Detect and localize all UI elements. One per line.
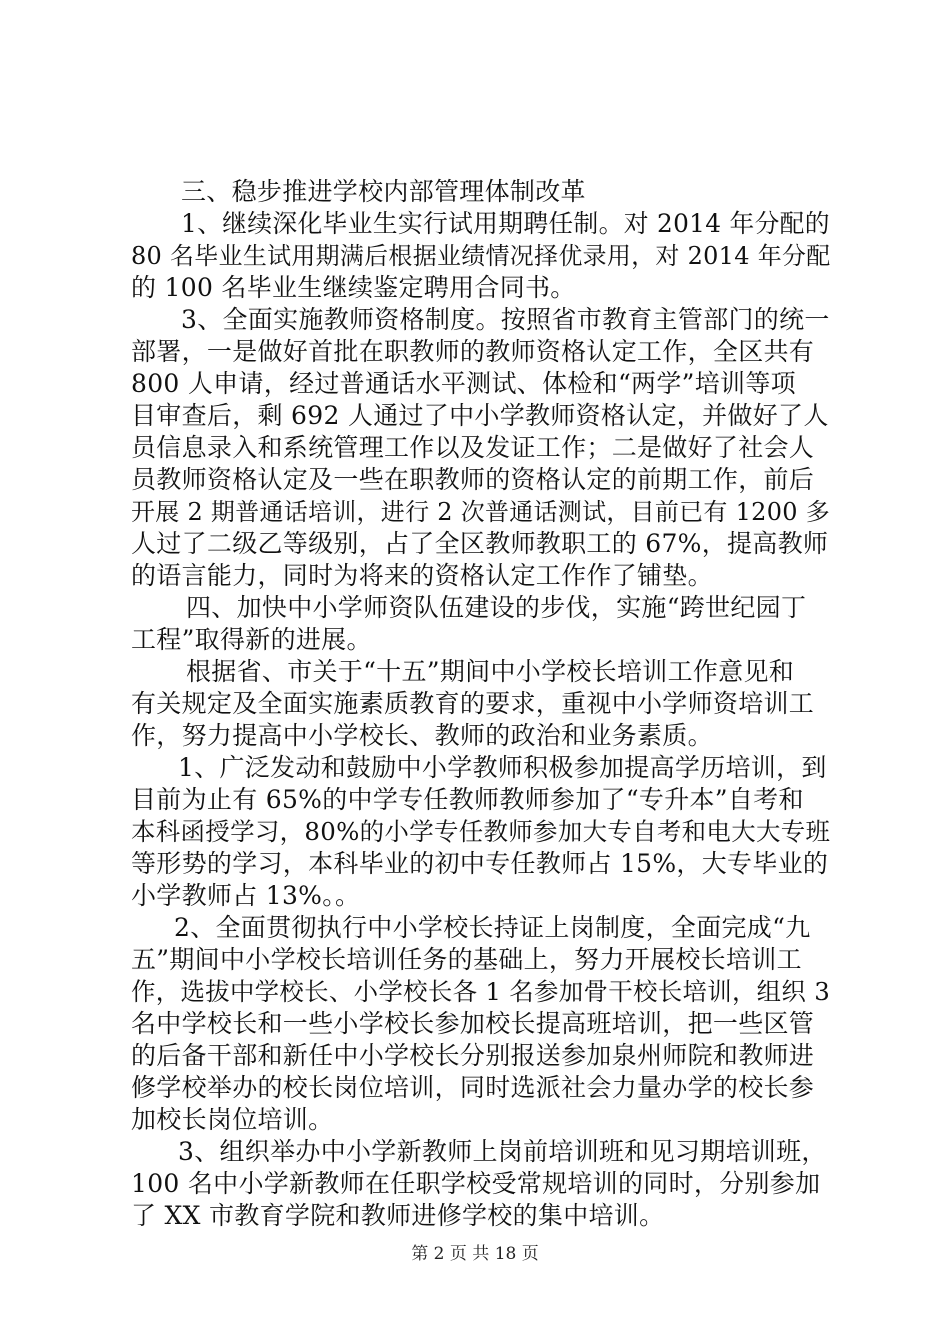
paragraph-line: 作，努力提高中小学校长、教师的政治和业务素质。 <box>131 721 713 750</box>
paragraph-line: 的语言能力，同时为将来的资格认定工作作了铺垫。 <box>131 561 713 590</box>
paragraph-line: 加校长岗位培训。 <box>131 1105 334 1134</box>
paragraph-line: 员教师资格认定及一些在职教师的资格认定的前期工作，前后 <box>131 465 815 494</box>
paragraph-line: 的 100 名毕业生继续鉴定聘用合同书。 <box>131 273 576 302</box>
paragraph-line: 3、全面实施教师资格制度。按照省市教育主管部门的统一 <box>181 305 830 334</box>
section-heading-4: 四、加快中小学师资队伍建设的步伐，实施“跨世纪园丁 <box>186 593 807 622</box>
paragraph-line: 1、继续深化毕业生实行试用期聘任制。对 2014 年分配的 <box>181 209 830 238</box>
paragraph-line: 目前为止有 65%的中学专任教师教师参加了“专升本”自考和 <box>131 785 804 814</box>
paragraph-line: 有关规定及全面实施素质教育的要求，重视中小学师资培训工 <box>131 689 815 718</box>
paragraph-line: 等形势的学习，本科毕业的初中专任教师占 15%，大专毕业的 <box>131 849 829 878</box>
paragraph-line: 100 名中小学新教师在任职学校受常规培训的同时，分别参加 <box>131 1169 821 1198</box>
paragraph-line: 人过了二级乙等级别，占了全区教师教职工的 67%，提高教师 <box>131 529 829 558</box>
paragraph-line: 员信息录入和系统管理工作以及发证工作；二是做好了社会人 <box>131 433 815 462</box>
paragraph-line: 的后备干部和新任中小学校长分别报送参加泉州师院和教师进 <box>131 1041 815 1070</box>
paragraph-line: 80 名毕业生试用期满后根据业绩情况择优录用，对 2014 年分配 <box>131 242 831 270</box>
paragraph-line: 工程”取得新的进展。 <box>131 625 372 654</box>
paragraph-line: 部署，一是做好首批在职教师的教师资格认定工作，全区共有 <box>131 337 815 366</box>
paragraph-line: 目审查后，剩 692 人通过了中小学教师资格认定，并做好了人 <box>131 401 829 430</box>
paragraph-line: 作，选拔中学校长、小学校长各 1 名参加骨干校长培训，组织 3 <box>131 977 831 1006</box>
paragraph-line: 800 人申请，经过普通话水平测试、体检和“两学”培训等项 <box>131 369 796 398</box>
paragraph-line: 修学校举办的校长岗位培训，同时选派社会力量办学的校长参 <box>131 1073 815 1102</box>
paragraph-line: 本科函授学习，80%的小学专任教师参加大专自考和电大大专班 <box>131 817 831 846</box>
page-number-footer: 第 2 页 共 18 页 <box>411 1244 539 1264</box>
paragraph-line: 2、全面贯彻执行中小学校长持证上岗制度，全面完成“九 <box>174 913 811 942</box>
paragraph-line: 了 XX 市教育学院和教师进修学校的集中培训。 <box>131 1201 665 1230</box>
paragraph-line: 名中学校长和一些小学校长参加校长提高班培训，把一些区管 <box>131 1009 815 1038</box>
paragraph-line: 五”期间中小学校长培训任务的基础上，努力开展校长培训工 <box>131 945 802 974</box>
paragraph-line: 小学教师占 13%。。 <box>131 881 361 910</box>
paragraph-line: 根据省、市关于“十五”期间中小学校长培训工作意见和 <box>186 657 795 686</box>
paragraph-line: 开展 2 期普通话培训，进行 2 次普通话测试，目前已有 1200 多 <box>131 498 830 526</box>
paragraph-line: 1、广泛发动和鼓励中小学教师积极参加提高学历培训，到 <box>178 753 827 782</box>
section-heading-3: 三、稳步推进学校内部管理体制改革 <box>181 177 586 206</box>
paragraph-line: 3、组织举办中小学新教师上岗前培训班和见习期培训班， <box>178 1137 827 1166</box>
